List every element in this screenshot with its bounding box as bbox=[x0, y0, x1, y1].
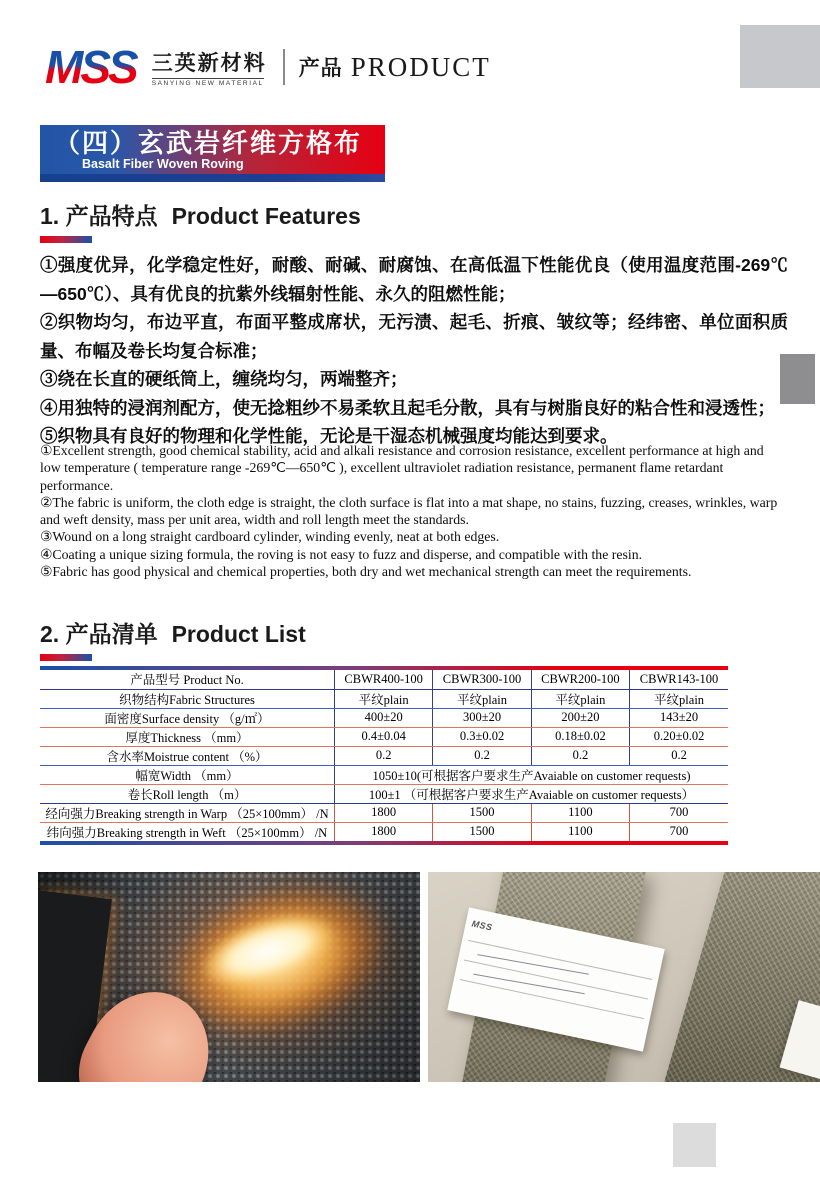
features-heading-en: Product Features bbox=[171, 203, 361, 229]
cell: 0.3±0.02 bbox=[433, 727, 531, 746]
page-header bbox=[45, 41, 491, 93]
banner-title-cn: （四）玄武岩纤维方格布 bbox=[54, 128, 363, 158]
feature-en-item: ④Coating a unique sizing formula, the roving is not easy to fuzz and disperse, and compatible with the resin. bbox=[40, 546, 643, 562]
col-header: CBWR400-100 bbox=[334, 670, 432, 689]
cell: 平纹plain bbox=[433, 689, 531, 708]
section-product-list-heading bbox=[40, 616, 306, 661]
row-label: 面密度Surface density （g/㎡） bbox=[40, 708, 334, 727]
col-header: 产品型号 Product No. bbox=[40, 670, 334, 689]
table-row bbox=[40, 803, 728, 822]
cell-span: 1050±10(可根据客户要求生产Avaiable on customer requests) bbox=[334, 765, 728, 784]
feature-en-item: ③Wound on a long straight cardboard cylinder, winding evenly, neat at both edges. bbox=[40, 529, 500, 545]
product-title-banner bbox=[40, 125, 385, 182]
cell: 1100 bbox=[531, 822, 629, 841]
cell: 0.18±0.02 bbox=[531, 727, 629, 746]
col-header: CBWR200-100 bbox=[531, 670, 629, 689]
category-label-en: PRODUCT bbox=[350, 51, 491, 82]
features-heading-cn: 1. 产品特点 bbox=[40, 203, 158, 229]
brand-block bbox=[152, 47, 267, 87]
feature-en-item: ①Excellent strength, good chemical stability, acid and alkali resistance and corrosion resistance, excellent performance at high and low temperature ( temperature range -269℃—650℃ ), excellent ultraviolet radiation resistance, permanent flame retardant performance. bbox=[40, 443, 764, 493]
product-list-heading-en: Product List bbox=[171, 621, 306, 647]
cell: 1500 bbox=[433, 822, 531, 841]
feature-en-item: ②The fabric is uniform, the cloth edge is straight, the cloth surface is flat into a mat shape, no stains, fuzzing, creases, wrinkles, warp and weft density, mass per unit area, width and roll length meet the standards. bbox=[40, 494, 778, 528]
product-list-heading-cn: 2. 产品清单 bbox=[40, 621, 158, 647]
cell: 0.20±0.02 bbox=[630, 727, 728, 746]
mss-logo: MSS bbox=[45, 44, 142, 90]
tag-mss-logo: MSS bbox=[470, 918, 494, 933]
cell: 平纹plain bbox=[334, 689, 432, 708]
cell: 1500 bbox=[433, 803, 531, 822]
col-header: CBWR143-100 bbox=[630, 670, 728, 689]
feature-en-item: ⑤Fabric has good physical and chemical properties, both dry and wet mechanical strength can meet the requirements. bbox=[40, 564, 692, 580]
row-label: 幅宽Width （mm） bbox=[40, 765, 334, 784]
table-row bbox=[40, 746, 728, 765]
cell: 0.2 bbox=[334, 746, 432, 765]
flame-test-photo bbox=[38, 872, 420, 1082]
row-label: 纬向强力Breaking strength in Weft （25×100mm） /N bbox=[46, 825, 328, 840]
features-english-list bbox=[40, 442, 782, 580]
cell: 0.4±0.04 bbox=[334, 727, 432, 746]
tag-line bbox=[460, 979, 644, 1019]
tag-handwriting bbox=[477, 954, 588, 975]
brand-name-cn: 三英新材料 bbox=[151, 52, 267, 75]
feature-cn-item: ②织物均匀，布边平直，布面平整成席状，无污渍、起毛、折痕、皱纹等；经纬密、单位面积质量、布幅及卷长均复合标准； bbox=[40, 312, 788, 361]
table-row bbox=[40, 727, 728, 746]
cell: 143±20 bbox=[630, 708, 728, 727]
product-table bbox=[40, 670, 728, 841]
cell: 平纹plain bbox=[531, 689, 629, 708]
row-label: 经向强力Breaking strength in Warp （25×100mm） /N bbox=[40, 803, 334, 822]
section-features-heading bbox=[40, 198, 361, 243]
fabric-samples-photo bbox=[428, 872, 820, 1082]
row-label: 织物结构Fabric Structures bbox=[40, 689, 334, 708]
tag-line bbox=[464, 959, 648, 999]
heading-accent-bar bbox=[40, 236, 92, 243]
cell-span: 100±1 （可根据客户要求生产Avaiable on customer requests） bbox=[334, 784, 728, 803]
product-table-wrap bbox=[40, 666, 728, 845]
feature-cn-item: ③绕在长直的硬纸筒上，缠绕均匀，两端整齐； bbox=[40, 369, 408, 389]
banner-gradient bbox=[40, 125, 385, 174]
feature-cn-item: ⑤织物具有良好的物理和化学性能，无论是干湿态机械强度均能达到要求。 bbox=[40, 426, 618, 446]
cell: 0.2 bbox=[630, 746, 728, 765]
category-label-cn: 产品 bbox=[298, 57, 343, 80]
banner-title-en: Basalt Fiber Woven Roving bbox=[82, 157, 244, 171]
cell: 0.2 bbox=[433, 746, 531, 765]
cell: 200±20 bbox=[531, 708, 629, 727]
brand-name-en: SANYING NEW MATERIAL bbox=[151, 80, 264, 87]
table-row bbox=[40, 784, 728, 803]
product-photos bbox=[38, 872, 820, 1082]
cell: 300±20 bbox=[433, 708, 531, 727]
table-row bbox=[40, 765, 728, 784]
cell: 700 bbox=[630, 822, 728, 841]
feature-cn-item: ①强度优异，化学稳定性好，耐酸、耐碱、耐腐蚀、在高低温下性能优良（使用温度范围-269℃—650℃）、具有优良的抗紫外线辐射性能、永久的阻燃性能； bbox=[40, 255, 788, 304]
cell: 0.2 bbox=[531, 746, 629, 765]
row-label: 卷长Roll length （m） bbox=[40, 784, 334, 803]
deco-square-bottom bbox=[673, 1123, 716, 1167]
banner-underline-strip bbox=[40, 174, 385, 182]
cell: 700 bbox=[630, 803, 728, 822]
col-header: CBWR300-100 bbox=[433, 670, 531, 689]
feature-cn-item: ④用独特的浸润剂配方，使无捻粗纱不易柔软且起毛分散，具有与树脂良好的粘合性和浸透性； bbox=[40, 397, 775, 418]
table-row bbox=[40, 689, 728, 708]
cell: 1800 bbox=[334, 803, 432, 822]
heading-accent-bar bbox=[40, 654, 92, 661]
row-label: 含水率Moistrue content （%） bbox=[40, 746, 334, 765]
cell: 400±20 bbox=[334, 708, 432, 727]
deco-square-top-right bbox=[740, 25, 820, 88]
row-label: 厚度Thickness （mm） bbox=[40, 727, 334, 746]
cell: 1800 bbox=[334, 822, 432, 841]
cell: 平纹plain bbox=[630, 689, 728, 708]
cell: 1100 bbox=[531, 803, 629, 822]
table-row bbox=[40, 822, 728, 841]
table-bottom-border bbox=[40, 841, 728, 845]
table-row bbox=[40, 708, 728, 727]
tag-line bbox=[468, 940, 652, 980]
features-chinese-list bbox=[40, 251, 788, 451]
tag-handwriting bbox=[473, 974, 584, 995]
header-divider bbox=[283, 49, 285, 85]
table-header-row bbox=[40, 670, 728, 689]
